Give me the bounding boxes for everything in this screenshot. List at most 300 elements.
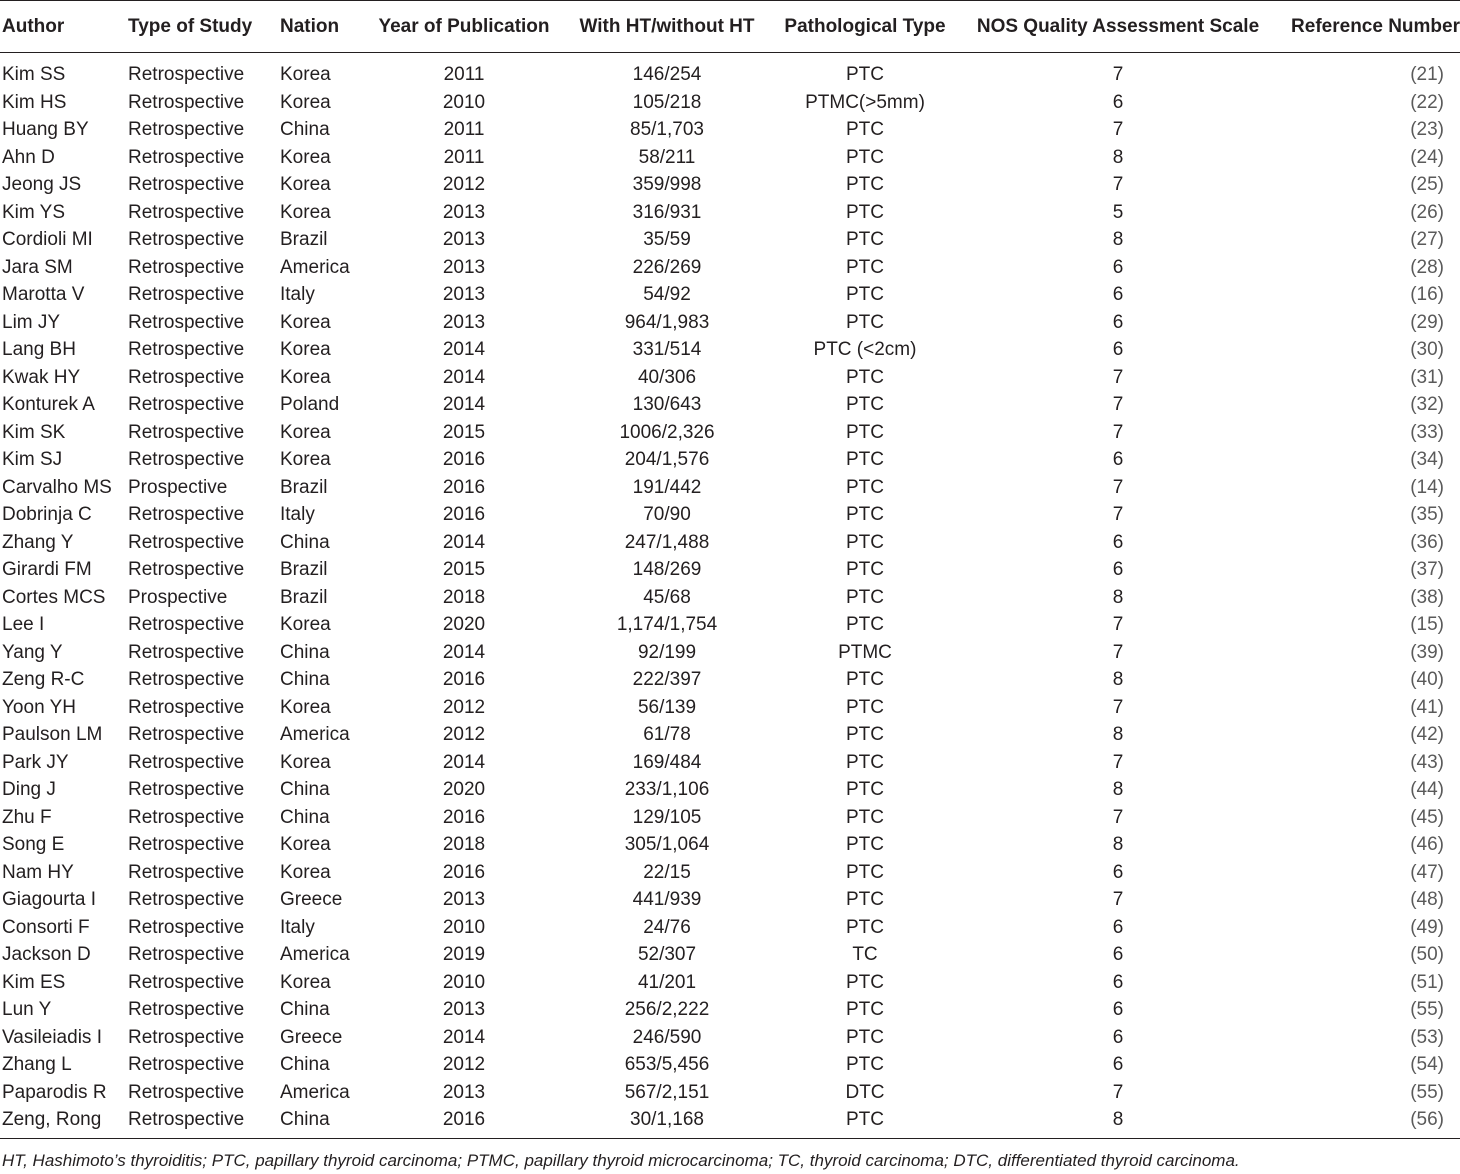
cell-pathological-type: PTC xyxy=(846,311,884,333)
cell-nation: Korea xyxy=(280,146,331,168)
cell-year: 2011 xyxy=(443,64,485,85)
cell-reference-number xyxy=(1276,831,1460,859)
reference-link[interactable]: (32) xyxy=(1410,394,1444,415)
table-row xyxy=(0,1051,1460,1079)
reference-link[interactable]: (42) xyxy=(1410,724,1444,745)
cell-reference-number xyxy=(1276,721,1460,749)
cell-pathological-type: PTC xyxy=(846,779,884,800)
cell-reference-number xyxy=(1276,941,1460,969)
cell-type-of-study: Retrospective xyxy=(128,119,245,140)
cell-pathological-type: PTMC(>5mm) xyxy=(805,91,925,113)
cell-year: 2014 xyxy=(442,339,486,360)
cell-pathological-type: PTC xyxy=(846,889,884,910)
cell-type-of-study: Prospective xyxy=(128,586,228,608)
reference-link[interactable]: (40) xyxy=(1410,669,1444,690)
cell-nos-score: 8 xyxy=(958,1106,1276,1138)
cell-nos-score: 7 xyxy=(1112,174,1124,195)
table-row xyxy=(0,584,1460,612)
reference-link[interactable]: (14) xyxy=(1410,476,1444,498)
cell-reference-number xyxy=(1276,144,1460,172)
cell-author: Cortes MCS xyxy=(2,586,106,608)
header-type-of-study: Type of Study xyxy=(126,1,278,53)
cell-nation: China xyxy=(278,1106,364,1138)
cell-ht-ratio: 61/78 xyxy=(643,724,691,745)
table-row xyxy=(0,336,1460,364)
reference-link[interactable]: (39) xyxy=(1410,641,1444,663)
cell-type-of-study: Retrospective xyxy=(128,641,245,663)
cell-year: 2013 xyxy=(442,1081,486,1103)
cell-nos-score: 6 xyxy=(1112,971,1124,993)
cell-nos-score: 8 xyxy=(1112,724,1124,745)
cell-year: 2010 xyxy=(442,916,486,938)
cell-nation: Korea xyxy=(280,311,331,333)
table-row xyxy=(0,501,1460,529)
reference-link[interactable]: (16) xyxy=(1410,284,1444,305)
cell-nos-score: 6 xyxy=(1112,311,1124,333)
cell-nos-score: 7 xyxy=(1112,641,1124,663)
cell-type-of-study: Retrospective xyxy=(128,394,245,415)
cell-type-of-study: Retrospective xyxy=(128,944,245,965)
cell-ht-ratio: 41/201 xyxy=(637,971,697,993)
cell-pathological-type: PTC xyxy=(846,916,884,938)
header-nation: Nation xyxy=(278,1,364,53)
cell-ht-ratio: 316/931 xyxy=(632,201,702,223)
cell-nation: Korea xyxy=(280,339,331,360)
cell-year: 2015 xyxy=(442,421,486,443)
reference-link[interactable]: (37) xyxy=(1410,559,1444,580)
cell-nation: Korea xyxy=(280,834,331,855)
cell-nation: Italy xyxy=(280,284,315,305)
cell-ht-ratio: 35/59 xyxy=(643,229,691,250)
cell-year: 2018 xyxy=(442,834,486,855)
table-row xyxy=(0,254,1460,282)
cell-year: 2013 xyxy=(442,889,486,910)
cell-nos-score: 6 xyxy=(1112,284,1124,305)
cell-ht-ratio: 30/1,168 xyxy=(562,1106,770,1138)
cell-ht-ratio: 129/105 xyxy=(632,806,702,828)
cell-ht-ratio: 40/306 xyxy=(637,366,697,388)
cell-nation: Poland xyxy=(280,394,340,415)
cell-nation: Korea xyxy=(280,201,331,223)
cell-author: Kim YS xyxy=(2,201,66,223)
cell-nos-score: 6 xyxy=(1112,999,1124,1020)
cell-nos-score: 7 xyxy=(1112,696,1124,718)
cell-reference-number xyxy=(1276,969,1460,997)
reference-link[interactable]: (56) xyxy=(1410,1109,1444,1130)
cell-reference-number xyxy=(1276,694,1460,722)
cell-type-of-study: Retrospective xyxy=(128,696,245,718)
cell-type-of-study: Retrospective xyxy=(128,1026,245,1048)
cell-year: 2018 xyxy=(442,586,486,608)
cell-ht-ratio: 52/307 xyxy=(637,944,697,965)
reference-link[interactable]: (46) xyxy=(1410,834,1444,855)
table-row xyxy=(0,886,1460,914)
cell-author: Jackson D xyxy=(2,944,91,965)
cell-year: 2010 xyxy=(442,971,486,993)
header-nos-scale: NOS Quality Assessment Scale xyxy=(958,1,1276,53)
cell-reference-number xyxy=(1276,611,1460,639)
table-row xyxy=(0,914,1460,942)
cell-nos-score: 8 xyxy=(1112,146,1124,168)
cell-nation: Korea xyxy=(280,751,331,773)
cell-reference-number xyxy=(1276,749,1460,777)
header-year: Year of Publication xyxy=(364,1,562,53)
cell-author: Kim SS xyxy=(2,64,66,85)
cell-year: 2014 xyxy=(442,1026,486,1048)
cell-reference-number xyxy=(1276,309,1460,337)
cell-author: Lim JY xyxy=(2,311,61,333)
cell-ht-ratio: 964/1,983 xyxy=(624,311,710,333)
cell-type-of-study: Retrospective xyxy=(128,256,245,278)
cell-pathological-type: PTC xyxy=(846,806,884,828)
cell-nation: Italy xyxy=(280,504,315,525)
reference-link[interactable]: (34) xyxy=(1410,449,1444,470)
cell-reference-number xyxy=(1276,996,1460,1024)
cell-reference-number xyxy=(1276,1079,1460,1107)
reference-link[interactable]: (22) xyxy=(1410,91,1444,113)
cell-type-of-study: Retrospective xyxy=(128,559,245,580)
table-row xyxy=(0,89,1460,117)
cell-nation: China xyxy=(280,1054,330,1075)
cell-nation: America xyxy=(280,1081,350,1103)
table-row xyxy=(0,116,1460,144)
cell-type-of-study: Retrospective xyxy=(126,1106,278,1138)
reference-link[interactable]: (15) xyxy=(1410,614,1444,635)
cell-nation: America xyxy=(280,944,350,965)
cell-type-of-study: Retrospective xyxy=(128,366,245,388)
cell-author: Carvalho MS xyxy=(2,476,112,498)
reference-link[interactable]: (38) xyxy=(1410,586,1444,608)
table-row xyxy=(0,694,1460,722)
table-row xyxy=(0,639,1460,667)
cell-type-of-study: Retrospective xyxy=(128,504,245,525)
table-row xyxy=(0,1106,1460,1138)
reference-link[interactable]: (43) xyxy=(1410,751,1444,773)
cell-nos-score: 8 xyxy=(1112,669,1124,690)
cell-ht-ratio: 148/269 xyxy=(632,559,702,580)
cell-author: Kim HS xyxy=(2,91,67,113)
cell-pathological-type: PTC xyxy=(846,751,884,773)
cell-nos-score: 8 xyxy=(1112,834,1124,855)
table-row xyxy=(0,969,1460,997)
cell-ht-ratio: 58/211 xyxy=(638,146,696,168)
cell-pathological-type: PTMC xyxy=(838,641,892,663)
cell-ht-ratio: 146/254 xyxy=(632,64,702,85)
cell-author: Zeng R-C xyxy=(2,669,85,690)
cell-year: 2016 xyxy=(442,669,486,690)
cell-nos-score: 8 xyxy=(1112,779,1124,800)
table-row xyxy=(0,1079,1460,1107)
cell-author: Marotta V xyxy=(2,284,85,305)
cell-type-of-study: Retrospective xyxy=(128,916,245,938)
cell-type-of-study: Retrospective xyxy=(128,889,245,910)
cell-author: Vasileiadis I xyxy=(2,1026,102,1048)
cell-type-of-study: Retrospective xyxy=(128,146,245,168)
reference-link[interactable]: (49) xyxy=(1410,916,1444,938)
cell-nation: Brazil xyxy=(280,229,328,250)
cell-ht-ratio: 105/218 xyxy=(632,91,702,113)
cell-reference-number xyxy=(1276,89,1460,117)
cell-nos-score: 8 xyxy=(1112,229,1124,250)
cell-ht-ratio: 169/484 xyxy=(632,751,702,773)
cell-author: Kwak HY xyxy=(2,366,81,388)
reference-link[interactable]: (27) xyxy=(1410,229,1444,250)
cell-pathological-type: PTC xyxy=(846,999,884,1020)
reference-link[interactable]: (51) xyxy=(1410,971,1444,993)
cell-author: Jeong JS xyxy=(2,174,82,195)
cell-type-of-study: Retrospective xyxy=(128,421,245,443)
cell-pathological-type: TC xyxy=(852,944,878,965)
cell-reference-number xyxy=(1276,419,1460,447)
reference-link[interactable]: (30) xyxy=(1410,339,1444,360)
cell-type-of-study: Retrospective xyxy=(128,1054,245,1075)
cell-type-of-study: Retrospective xyxy=(128,91,245,113)
cell-author: Giagourta I xyxy=(2,889,96,910)
cell-year: 2013 xyxy=(442,999,486,1020)
cell-pathological-type: PTC xyxy=(846,971,884,993)
cell-nation: Italy xyxy=(280,916,315,938)
cell-reference-number xyxy=(1276,1106,1460,1138)
cell-year: 2012 xyxy=(442,174,486,195)
cell-ht-ratio: 45/68 xyxy=(643,586,691,608)
cell-ht-ratio: 256/2,222 xyxy=(624,999,710,1020)
reference-link[interactable]: (33) xyxy=(1410,421,1444,443)
table-row xyxy=(0,941,1460,969)
cell-year: 2016 xyxy=(442,476,486,498)
reference-link[interactable]: (28) xyxy=(1410,256,1444,278)
cell-year: 2012 xyxy=(442,696,486,718)
cell-nos-score: 7 xyxy=(1112,421,1124,443)
cell-ht-ratio: 1006/2,326 xyxy=(619,421,715,443)
cell-type-of-study: Retrospective xyxy=(128,449,245,470)
table-row xyxy=(0,419,1460,447)
cell-year: 2013 xyxy=(442,256,486,278)
cell-nation: Greece xyxy=(280,1026,343,1048)
cell-nos-score: 6 xyxy=(1112,256,1124,278)
cell-author: Yang Y xyxy=(2,641,63,663)
table-row xyxy=(0,281,1460,309)
cell-nation: Korea xyxy=(280,91,331,113)
reference-link[interactable]: (50) xyxy=(1410,944,1444,965)
table-row xyxy=(0,144,1460,172)
reference-link[interactable]: (53) xyxy=(1410,1026,1444,1048)
cell-nos-score: 7 xyxy=(1112,751,1124,773)
cell-type-of-study: Retrospective xyxy=(128,724,245,745)
cell-type-of-study: Retrospective xyxy=(128,1081,245,1103)
table-row xyxy=(0,611,1460,639)
table-row xyxy=(0,226,1460,254)
reference-link[interactable]: (24) xyxy=(1410,146,1444,168)
cell-nos-score: 7 xyxy=(1112,476,1124,498)
cell-author: Kim SK xyxy=(2,421,66,443)
cell-ht-ratio: 54/92 xyxy=(643,284,691,305)
table-row xyxy=(0,446,1460,474)
cell-year: 2013 xyxy=(442,229,486,250)
table-row xyxy=(0,996,1460,1024)
table-row xyxy=(0,309,1460,337)
cell-nation: China xyxy=(280,119,330,140)
cell-pathological-type: PTC xyxy=(846,696,884,718)
cell-ht-ratio: 92/199 xyxy=(637,641,697,663)
cell-type-of-study: Retrospective xyxy=(128,64,245,85)
cell-type-of-study: Retrospective xyxy=(128,669,245,690)
cell-author: Girardi FM xyxy=(2,559,92,580)
cell-ht-ratio: 1,174/1,754 xyxy=(616,614,718,635)
cell-nation: Korea xyxy=(280,696,331,718)
cell-nation: Korea xyxy=(280,64,331,85)
reference-link[interactable]: (21) xyxy=(1410,64,1444,85)
cell-nos-score: 7 xyxy=(1112,366,1124,388)
cell-author: Zhu F xyxy=(2,806,52,828)
reference-link[interactable]: (54) xyxy=(1410,1054,1444,1075)
reference-link[interactable]: (44) xyxy=(1410,779,1444,800)
table-row xyxy=(0,666,1460,694)
cell-ht-ratio: 222/397 xyxy=(632,669,702,690)
reference-link[interactable]: (45) xyxy=(1410,806,1444,828)
cell-ht-ratio: 85/1,703 xyxy=(630,119,704,140)
cell-author: Ding J xyxy=(2,779,56,800)
cell-reference-number xyxy=(1276,474,1460,502)
cell-nos-score: 6 xyxy=(1112,339,1124,360)
cell-pathological-type: PTC xyxy=(846,421,884,443)
cell-nos-score: 6 xyxy=(1112,559,1124,580)
table-row xyxy=(0,171,1460,199)
cell-pathological-type: DTC xyxy=(845,1081,885,1103)
cell-author: Konturek A xyxy=(2,394,95,415)
table-row xyxy=(0,556,1460,584)
cell-nation: Korea xyxy=(280,174,331,195)
cell-year: 2012 xyxy=(442,724,486,745)
cell-nation: Korea xyxy=(280,614,331,635)
reference-link[interactable]: (55) xyxy=(1410,999,1444,1020)
cell-ht-ratio: 70/90 xyxy=(643,504,691,525)
header-row xyxy=(0,1,1460,53)
cell-nos-score: 6 xyxy=(1112,531,1124,553)
cell-reference-number xyxy=(1276,226,1460,254)
cell-pathological-type: PTC xyxy=(846,449,884,470)
cell-reference-number xyxy=(1276,584,1460,612)
cell-author: Nam HY xyxy=(2,861,74,883)
reference-link[interactable]: (47) xyxy=(1410,861,1444,883)
cell-nos-score: 6 xyxy=(1112,449,1124,470)
cell-year: 2016 xyxy=(442,806,486,828)
cell-nation: Korea xyxy=(280,971,331,993)
cell-reference-number xyxy=(1276,666,1460,694)
cell-pathological-type: PTC xyxy=(846,834,884,855)
reference-link[interactable]: (41) xyxy=(1410,696,1444,718)
cell-ht-ratio: 233/1,106 xyxy=(624,779,710,800)
reference-link[interactable]: (26) xyxy=(1410,201,1444,223)
cell-nation: China xyxy=(280,779,330,800)
header-reference-number: Reference Number xyxy=(1276,1,1460,53)
cell-author: Kim ES xyxy=(2,971,66,993)
cell-reference-number xyxy=(1276,281,1460,309)
cell-author: Zhang Y xyxy=(2,531,74,553)
reference-link[interactable]: (31) xyxy=(1410,366,1444,388)
cell-ht-ratio: 130/643 xyxy=(632,394,702,415)
cell-ht-ratio: 204/1,576 xyxy=(624,449,710,470)
cell-year: 2016 xyxy=(364,1106,562,1138)
cell-year: 2014 xyxy=(442,366,486,388)
reference-link[interactable]: (25) xyxy=(1410,174,1444,195)
cell-ht-ratio: 191/442 xyxy=(632,476,702,498)
cell-pathological-type: PTC xyxy=(846,394,884,415)
cell-type-of-study: Retrospective xyxy=(128,971,245,993)
table-row xyxy=(0,529,1460,557)
cell-type-of-study: Retrospective xyxy=(128,861,245,883)
cell-nos-score: 6 xyxy=(1112,91,1124,113)
cell-ht-ratio: 246/590 xyxy=(632,1026,702,1048)
cell-author: Lun Y xyxy=(2,999,52,1020)
cell-nation: China xyxy=(280,641,330,663)
reference-link[interactable]: (23) xyxy=(1410,119,1444,140)
cell-author: Kim SJ xyxy=(2,449,63,470)
cell-pathological-type: PTC xyxy=(846,146,884,168)
cell-pathological-type: PTC xyxy=(846,724,884,745)
cell-nation: Korea xyxy=(280,421,331,443)
cell-reference-number xyxy=(1276,501,1460,529)
cell-nation: Brazil xyxy=(280,586,328,608)
cell-year: 2013 xyxy=(442,284,486,305)
cell-pathological-type: PTC xyxy=(846,531,884,553)
cell-nos-score: 6 xyxy=(1112,1026,1124,1048)
cell-nos-score: 7 xyxy=(1112,64,1124,85)
cell-ht-ratio: 247/1,488 xyxy=(624,531,710,553)
header-ht-ratio: With HT/without HT xyxy=(562,1,770,53)
cell-year: 2019 xyxy=(442,944,486,965)
cell-author: Song E xyxy=(2,834,65,855)
cell-type-of-study: Retrospective xyxy=(128,339,245,360)
cell-nation: Brazil xyxy=(280,476,328,498)
cell-year: 2011 xyxy=(443,119,485,140)
cell-author: Park JY xyxy=(2,751,69,773)
cell-year: 2012 xyxy=(442,1054,486,1075)
reference-link[interactable]: (36) xyxy=(1410,531,1444,553)
table-row xyxy=(0,749,1460,777)
cell-year: 2014 xyxy=(442,531,486,553)
cell-ht-ratio: 22/15 xyxy=(643,861,691,883)
reference-link[interactable]: (29) xyxy=(1410,311,1444,333)
cell-type-of-study: Prospective xyxy=(128,476,228,498)
reference-link[interactable]: (48) xyxy=(1410,889,1444,910)
cell-nation: America xyxy=(280,256,350,278)
header-pathological-type: Pathological Type xyxy=(770,1,958,53)
table-row xyxy=(0,364,1460,392)
table-row xyxy=(0,199,1460,227)
reference-link[interactable]: (55) xyxy=(1410,1081,1444,1103)
cell-reference-number xyxy=(1276,776,1460,804)
cell-reference-number xyxy=(1276,254,1460,282)
table-row xyxy=(0,391,1460,419)
cell-year: 2010 xyxy=(442,91,486,113)
cell-ht-ratio: 441/939 xyxy=(632,889,702,910)
cell-reference-number xyxy=(1276,914,1460,942)
table-row xyxy=(0,776,1460,804)
reference-link[interactable]: (35) xyxy=(1410,504,1444,525)
cell-year: 2014 xyxy=(442,751,486,773)
cell-author: Zhang L xyxy=(2,1054,72,1075)
cell-nation: China xyxy=(280,806,330,828)
cell-pathological-type: PTC xyxy=(846,174,884,195)
cell-nos-score: 7 xyxy=(1112,889,1124,910)
cell-type-of-study: Retrospective xyxy=(128,201,245,223)
table-row xyxy=(0,474,1460,502)
cell-author: Huang BY xyxy=(2,119,89,140)
cell-pathological-type: PTC xyxy=(846,284,884,305)
cell-author: Paparodis R xyxy=(2,1081,107,1103)
cell-year: 2020 xyxy=(442,614,486,635)
cell-nation: America xyxy=(280,724,350,745)
